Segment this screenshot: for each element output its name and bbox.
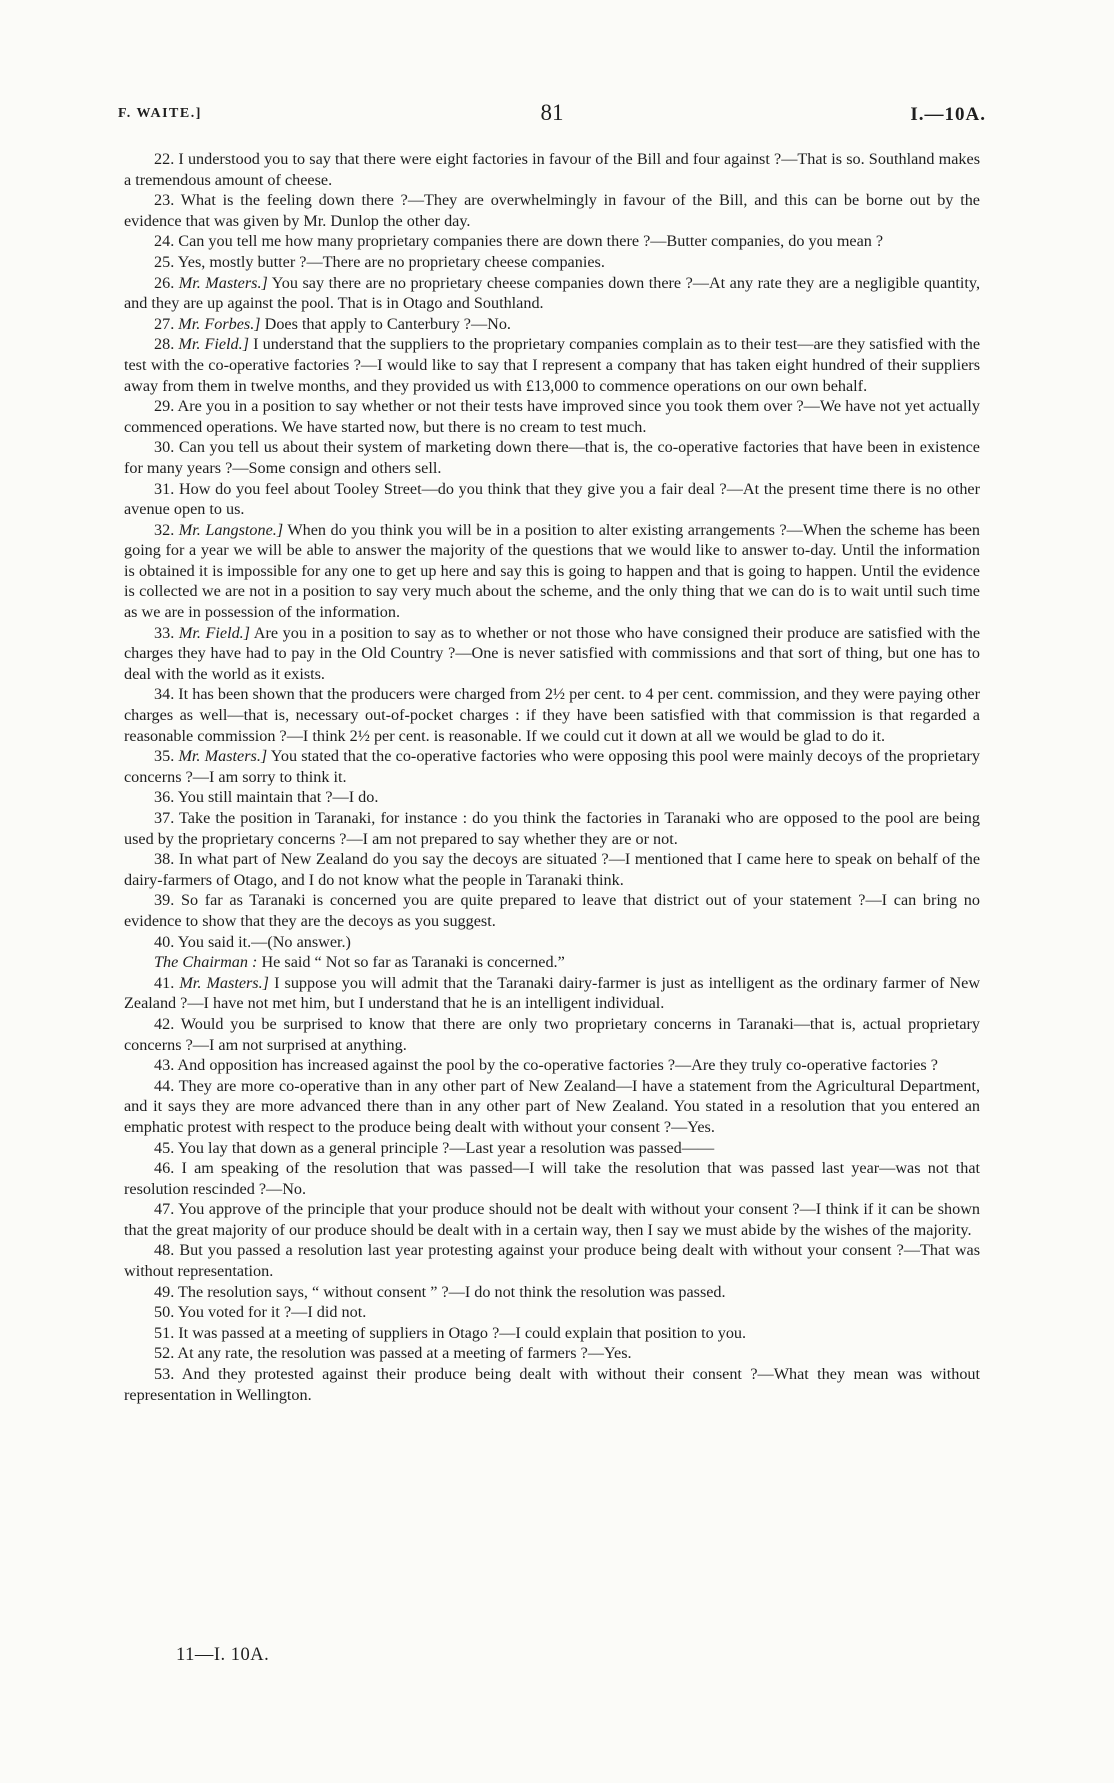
question-number: 35. <box>154 747 175 766</box>
document-reference: I.—10A. <box>910 104 986 125</box>
page-number: 81 <box>540 100 564 125</box>
question-number: 25. <box>154 252 175 271</box>
question-number: 50. <box>154 1303 175 1322</box>
question-number: 42. <box>154 1014 175 1033</box>
question-number: 47. <box>154 1200 175 1219</box>
question-number: 33. <box>154 623 175 642</box>
question-number: 51. <box>154 1323 175 1342</box>
transcript-paragraph <box>124 437 980 478</box>
transcript-paragraph <box>124 1282 980 1303</box>
paragraph-text: Yes, mostly butter ?—There are no proprietary cheese companies. <box>177 252 605 271</box>
question-number: 28. <box>154 335 175 354</box>
question-number: 43. <box>154 1056 175 1075</box>
transcript-paragraph <box>124 396 980 437</box>
witness-name: F. WAITE.] <box>118 106 202 121</box>
transcript-paragraph <box>124 746 980 787</box>
paragraph-text: And they protested against their produce being dealt with without their consent ?—What they mean was without representation in Wellington. <box>124 1365 980 1404</box>
paragraph-text: So far as Taranaki is concerned you are quite prepared to leave that district out of your statement ?—I can bring no evidence to show that they are the decoys as you suggest. <box>124 891 980 930</box>
speaker-label: Mr. Forbes.] <box>178 314 261 333</box>
question-number: 39. <box>154 891 175 910</box>
speaker-label: Mr. Masters.] <box>179 973 269 992</box>
paragraph-text: In what part of New Zealand do you say the decoys are situated ?—I mentioned that I came here to speak on behalf of the dairy-farmers of Otago, and I do not know what the people in Taranaki think. <box>124 850 981 889</box>
transcript-paragraph <box>124 1076 980 1138</box>
question-number: 34. <box>154 685 175 704</box>
transcript-paragraph <box>124 1364 980 1405</box>
question-number: 49. <box>154 1282 175 1301</box>
transcript-paragraph <box>124 1014 980 1055</box>
paragraph-text: You stated that the co-operative factories who were opposing this pool were mainly decoys of the proprietary concerns ?—I am sorry to think it. <box>124 747 981 786</box>
paragraph-text: It was passed at a meeting of suppliers in Otago ?—I could explain that position to you. <box>178 1323 747 1342</box>
question-number: 22. <box>154 150 175 168</box>
transcript-paragraph <box>124 808 980 849</box>
transcript-paragraph <box>124 273 980 314</box>
paragraph-text: I understand that the suppliers to the proprietary companies complain as to their test—are they satisfied with the test with the co-operative factories ?—I would like to say that I represent a company that has taken eight hundred of their suppliers away from them in twelve months, and they provided us with £13,000 to commence operations on our own behalf. <box>124 335 981 395</box>
question-number: 36. <box>154 788 175 807</box>
question-number: 31. <box>154 479 175 498</box>
transcript-paragraph <box>124 849 980 890</box>
paragraph-text: Are you in a position to say as to whether or not those who have consigned their produce are satisfied with the charges they have had to pay in the Old Country ?—One is never satisfied with commissions and that sort of thing, but one has to deal with the world as it exists. <box>124 623 981 683</box>
question-number: 52. <box>154 1344 175 1363</box>
question-number: 37. <box>154 809 175 827</box>
question-number: 24. <box>154 232 175 251</box>
question-number: 46. <box>154 1159 175 1178</box>
transcript-paragraph <box>124 479 980 520</box>
paragraph-text: You say there are no proprietary cheese companies down there ?—At any rate they are a negligible quantity, and they are up against the pool. That is in Otago and Southland. <box>124 273 980 313</box>
transcript-paragraph <box>124 787 980 808</box>
paragraph-text: I understood you to say that there were eight factories in favour of the Bill and four against ?—That is so. Southland makes a tremendous amount of cheese. <box>124 150 980 189</box>
paragraph-text: Can you tell us about their system of marketing down there—that is, the co-operative factories that have been in existence for many years ?—Some consign and others sell. <box>124 438 980 477</box>
speaker-label: Mr. Masters.] <box>178 273 268 292</box>
question-number: 32. <box>154 520 175 539</box>
speaker-label: Mr. Field.] <box>178 335 249 354</box>
paragraph-text: At any rate, the resolution was passed at a meeting of farmers ?—Yes. <box>177 1344 632 1363</box>
paragraph-text: You approve of the principle that your produce should not be dealt with without your consent ?—I think if it can be shown that the great majority of our produce should be dealt with in a certain way, then I say we must abide by the wishes of the majority. <box>124 1200 980 1239</box>
paragraph-text: It has been shown that the producers were charged from 2½ per cent. to 4 per cent. commission, and they were paying other charges as well—that is, necessary out-of-pocket charges : if they have been satisfied with that commission is that regarded a reasonable commission ?—I think 2½ per cent. is reasonable. If we could cut it down at all we would be glad to do it. <box>124 685 981 745</box>
paragraph-text: You said it.—(No answer.) <box>177 932 351 951</box>
transcript-paragraph <box>124 973 980 1014</box>
transcript-paragraph <box>124 1343 980 1364</box>
question-number: 38. <box>154 850 175 869</box>
transcript-paragraph <box>124 1302 980 1323</box>
paragraph-text: You lay that down as a general principle ?—Last year a resolution was passed—— <box>177 1138 715 1157</box>
question-number: 30. <box>154 438 175 457</box>
paragraph-text: He said “ Not so far as Taranaki is concerned.” <box>261 953 565 972</box>
transcript-paragraph <box>124 932 980 953</box>
transcript-paragraph <box>124 1199 980 1240</box>
transcript-paragraph <box>124 1138 980 1159</box>
question-number: 41. <box>154 973 175 992</box>
paragraph-text: When do you think you will be in a position to alter existing arrangements ?—When the scheme has been going for a year we will be able to answer the majority of the questions that we would like to answer to-day. Until the information is obtained it is impossible for any one to get up here and say this is going to happen and that is going to happen. Until the evidence is collected we are not in a position to say very much about the scheme, and the only thing that we can do is to wait until such time as we are in possession of the information. <box>124 520 981 622</box>
paragraph-text: Does that apply to Canterbury ?—No. <box>264 314 511 333</box>
transcript-paragraph <box>124 684 980 746</box>
transcript-paragraph <box>124 952 980 973</box>
paragraph-text: What is the feeling down there ?—They are overwhelmingly in favour of the Bill, and this can be borne out by the evidence that was given by Mr. Dunlop the other day. <box>124 191 980 230</box>
question-number: 44. <box>154 1076 175 1095</box>
paragraph-text: I suppose you will admit that the Taranaki dairy-farmer is just as intelligent as the ordinary farmer of New Zealand ?—I have not met him, but I understand that he is an intelligent individual. <box>124 973 981 1013</box>
transcript-paragraph <box>124 190 980 231</box>
transcript-paragraph <box>124 890 980 931</box>
transcript-paragraph <box>124 520 980 623</box>
transcript-paragraph <box>124 1055 980 1076</box>
transcript-paragraph <box>124 623 980 685</box>
transcript-body <box>124 149 980 1405</box>
transcript-paragraph <box>124 1323 980 1344</box>
question-number: 27. <box>154 314 175 333</box>
paragraph-text: And opposition has increased against the pool by the co-operative factories ?—Are they truly co-operative factories ? <box>177 1056 938 1075</box>
paragraph-text: Can you tell me how many proprietary companies there are down there ?—Butter companies, do you mean ? <box>178 232 884 251</box>
question-number: 48. <box>154 1241 175 1260</box>
speaker-label: Mr. Masters.] <box>178 747 268 766</box>
transcript-paragraph <box>124 334 980 396</box>
transcript-paragraph <box>124 149 980 190</box>
paragraph-text: I am speaking of the resolution that was passed—I will take the resolution that was passed last year—was not that resolution rescinded ?—No. <box>124 1159 981 1198</box>
paragraph-text: You voted for it ?—I did not. <box>177 1303 367 1322</box>
printer-signature: 11—I. 10A. <box>176 1645 270 1665</box>
question-number: 45. <box>154 1138 175 1157</box>
paragraph-text: But you passed a resolution last year protesting against your produce being dealt with without your consent ?—That was without representation. <box>124 1241 981 1281</box>
question-number: 40. <box>154 932 175 951</box>
question-number: 53. <box>154 1365 175 1384</box>
paragraph-text: The resolution says, “ without consent ” ?—I do not think the resolution was passed. <box>178 1282 726 1301</box>
transcript-paragraph <box>124 1158 980 1199</box>
paragraph-text: You still maintain that ?—I do. <box>177 788 379 807</box>
question-number: 26. <box>154 273 175 292</box>
page-header <box>118 100 986 132</box>
paragraph-text: They are more co-operative than in any other part of New Zealand—I have a statement from the Agricultural Department, and it says they are more advanced there than in any other part of New Zealand. You stated in a resolution that you entered an emphatic protest with respect to the produce being dealt with without your consent ?—Yes. <box>124 1076 980 1136</box>
paragraph-text: Are you in a position to say whether or not their tests have improved since you took them over ?—We have not yet actually commenced operations. We have started now, but there is no cream to test much. <box>124 397 980 436</box>
speaker-label: Mr. Field.] <box>178 623 251 642</box>
speaker-label: The Chairman : <box>154 953 258 972</box>
speaker-label: Mr. Langstone.] <box>178 520 284 539</box>
transcript-paragraph <box>124 314 980 335</box>
transcript-paragraph <box>124 231 980 252</box>
question-number: 29. <box>154 397 175 416</box>
question-number: 23. <box>154 191 175 210</box>
paragraph-text: How do you feel about Tooley Street—do you think that they give you a fair deal ?—At the present time there is no other avenue open to us. <box>124 479 980 519</box>
paragraph-text: Take the position in Taranaki, for instance : do you think the factories in Taranaki who are opposed to the pool are being used by the proprietary concerns ?—I am not prepared to say whether they are or not. <box>124 809 980 848</box>
transcript-paragraph <box>124 1240 980 1281</box>
paragraph-text: Would you be surprised to know that there are only two proprietary concerns in Taranaki—that is, actual proprietary concerns ?—I am not surprised at anything. <box>124 1014 980 1054</box>
transcript-paragraph <box>124 252 980 273</box>
